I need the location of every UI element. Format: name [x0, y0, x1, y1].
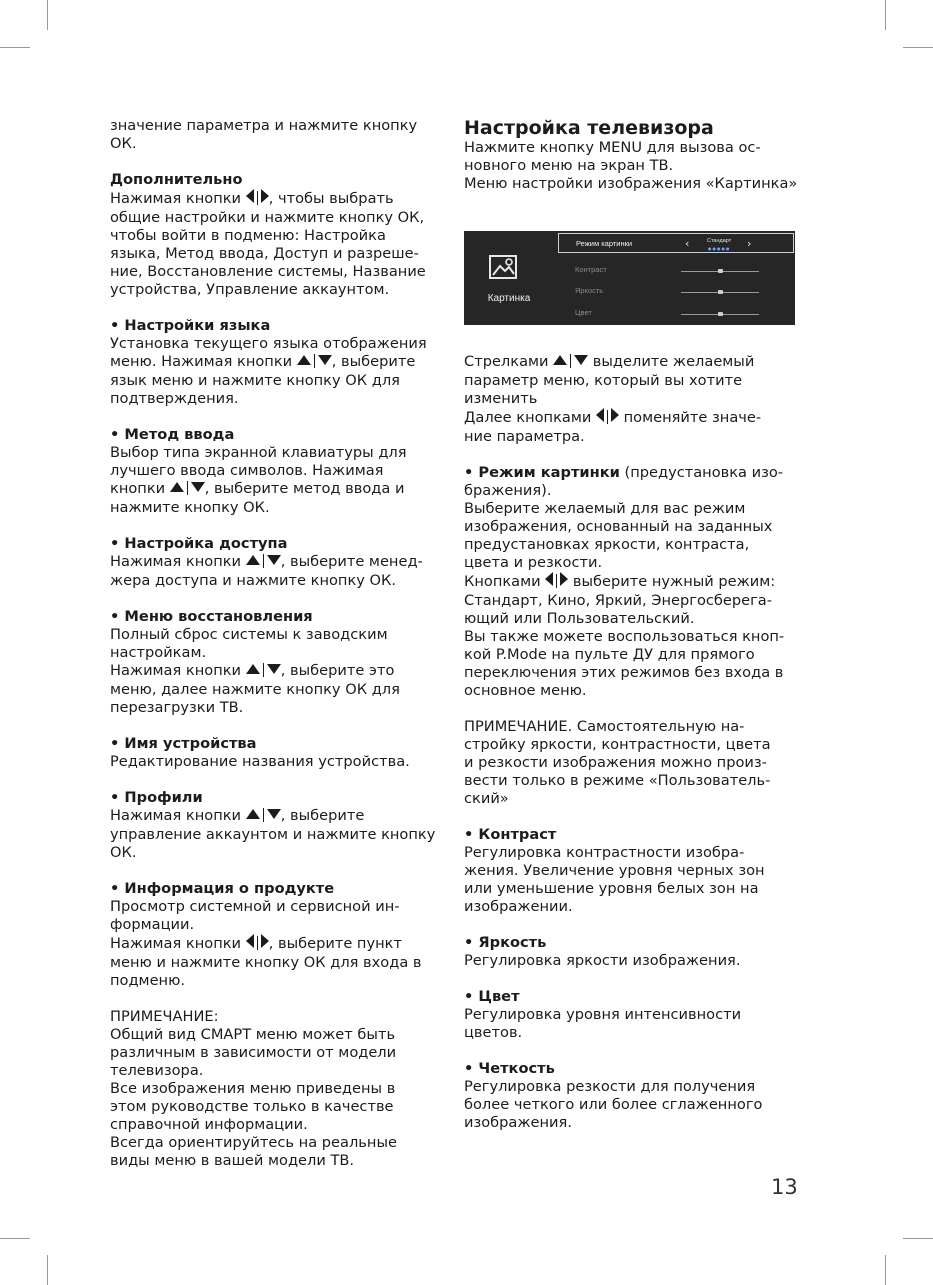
text-line: Полный сброс системы к заводским: [110, 626, 388, 643]
item-heading: • Яркость: [464, 934, 547, 951]
text-line: кой P.Mode на пульте ДУ для прямого: [464, 646, 755, 663]
text-line: Общий вид СМАРТ меню может быть: [110, 1026, 396, 1043]
crop-mark: [903, 47, 933, 48]
text-line-with-arrows: [110, 553, 445, 572]
text-line: Регулировка яркости изображения.: [464, 952, 741, 969]
text-line: виды меню в вашей модели ТВ.: [110, 1152, 355, 1169]
paragraph-gap: [464, 808, 804, 826]
text-line: переключения этих режимов без входа в: [464, 664, 784, 681]
text-fragment: , выберите: [280, 807, 365, 824]
text-line-with-arrows: [110, 189, 445, 209]
arrow-up-icon: [297, 355, 311, 365]
text-line: изображения.: [464, 1114, 572, 1131]
up-down-arrows-icon: [553, 354, 588, 372]
item-heading: • Метод ввода: [110, 426, 235, 443]
up-down-arrows-icon: [246, 808, 281, 826]
left-right-arrows-icon: [246, 934, 269, 954]
paragraph-gap: [464, 1042, 804, 1060]
text-line-with-arrows: [110, 807, 445, 826]
menu-slider: [681, 292, 759, 293]
text-line: ПРИМЕЧАНИЕ. Самостоятельную на-: [464, 718, 745, 735]
crop-mark: [47, 0, 48, 30]
text-line: Меню настройки изображения «Картинка»: [464, 175, 798, 192]
page-number: 13: [771, 1175, 798, 1199]
text-line-with-arrows: [110, 480, 445, 499]
text-fragment: Нажимая кнопки: [110, 935, 246, 952]
text-fragment: Нажимая кнопки: [110, 662, 246, 679]
text-line: язык меню и нажмите кнопку ОК для: [110, 372, 400, 389]
arrow-down-icon: [318, 355, 332, 365]
divider: [314, 354, 315, 368]
text-line-with-arrows: [464, 408, 804, 428]
crop-mark: [885, 0, 886, 30]
divider: [263, 663, 264, 677]
option-dots: ●●●●●: [708, 246, 731, 251]
text-line-with-arrows: [464, 353, 804, 372]
chevron-left-icon: ‹: [685, 237, 690, 250]
paragraph-gap: [110, 590, 445, 608]
arrow-right-icon: [611, 408, 619, 422]
text-line: Выбор типа экранной клавиатуры для: [110, 444, 407, 461]
paragraph-gap: [464, 916, 804, 934]
text-line: ние параметра.: [464, 428, 585, 445]
divider: [187, 481, 188, 495]
text-line: ние, Восстановление системы, Название: [110, 263, 426, 280]
text-line: цвета и резкости.: [464, 554, 603, 571]
text-line: изображении.: [464, 898, 573, 915]
text-line: формации.: [110, 916, 195, 933]
arrow-up-icon: [246, 664, 260, 674]
text-fragment: кнопки: [110, 480, 170, 497]
crop-mark: [0, 1238, 30, 1239]
text-fragment: , выберите это: [280, 662, 395, 679]
text-line: меню, далее нажмите кнопку ОК для: [110, 681, 400, 698]
text-line: языка, Метод ввода, Доступ и разреше-: [110, 245, 419, 262]
text-line: Регулировка уровня интенсивности: [464, 1006, 742, 1023]
arrow-down-icon: [267, 809, 281, 819]
text-line: Выберите желаемый для вас режим: [464, 500, 746, 517]
tv-menu-screenshot: [464, 231, 795, 325]
text-line: Просмотр системной и сервисной ин-: [110, 898, 400, 915]
item-heading: • Цвет: [464, 988, 520, 1005]
right-column-bottom: [464, 353, 804, 1132]
text-line: перезагрузки ТВ.: [110, 699, 244, 716]
arrow-up-icon: [246, 555, 260, 565]
paragraph-gap: [464, 700, 804, 718]
text-line: управление аккаунтом и нажмите кнопку: [110, 826, 436, 843]
text-fragment: , чтобы выбрать: [268, 190, 394, 207]
menu-row: [558, 260, 794, 280]
text-line: предустановках яркости, контраста,: [464, 536, 750, 553]
item-heading: • Четкость: [464, 1060, 555, 1077]
arrow-left-icon: [545, 572, 553, 586]
text-fragment: Кнопками: [464, 573, 546, 590]
text-line: Регулировка резкости для получения: [464, 1078, 756, 1095]
text-line: подменю.: [110, 972, 186, 989]
menu-row-label: Цвет: [575, 308, 592, 317]
text-line: чтобы войти в подменю: Настройка: [110, 227, 386, 244]
text-fragment: выберите нужный режим:: [568, 573, 776, 590]
left-right-arrows-icon: [246, 189, 269, 209]
text-line: устройства, Управление аккаунтом.: [110, 281, 390, 298]
arrow-left-icon: [246, 189, 254, 203]
crop-mark: [903, 1238, 933, 1239]
arrow-down-icon: [267, 664, 281, 674]
menu-row: [558, 303, 794, 323]
menu-row-label: Режим картинки: [576, 239, 633, 248]
text-fragment: меню. Нажимая кнопки: [110, 353, 297, 370]
paragraph-gap: [464, 970, 804, 988]
item-heading: • Профили: [110, 789, 203, 806]
text-fragment: поменяйте значе-: [619, 409, 762, 426]
left-column: [110, 117, 445, 1170]
right-column-top: [464, 117, 804, 193]
text-line: Редактирование названия устройства.: [110, 753, 410, 770]
text-line: Установка текущего языка отображения: [110, 335, 427, 352]
item-heading: • Информация о продукте: [110, 880, 335, 897]
left-right-arrows-icon: [596, 408, 619, 428]
paragraph-gap: [110, 771, 445, 789]
arrow-left-icon: [596, 408, 604, 422]
text-line: изменить: [464, 390, 538, 407]
menu-row: [558, 233, 794, 253]
divider: [257, 936, 258, 950]
up-down-arrows-icon: [246, 554, 281, 572]
crop-mark: [0, 47, 30, 48]
text-line: Стандарт, Кино, Яркий, Энергосберега-: [464, 592, 773, 609]
text-fragment: Стрелками: [464, 353, 554, 370]
slider-knob: [718, 290, 723, 294]
arrow-left-icon: [246, 934, 254, 948]
picture-icon: [488, 253, 518, 281]
text-line: цветов.: [464, 1024, 523, 1041]
text-line: настройкам.: [110, 644, 207, 661]
menu-caption: Картинка: [487, 293, 531, 304]
text-fragment: Далее кнопками: [464, 409, 596, 426]
menu-row-label: Яркость: [575, 286, 604, 295]
text-fragment: Нажимая кнопки: [110, 807, 246, 824]
text-line: Вы также можете воспользоваться кноп-: [464, 628, 785, 645]
text-fragment: , выберите пункт: [268, 935, 402, 952]
paragraph-gap: [110, 862, 445, 880]
text-line: [464, 464, 804, 482]
text-line: вести только в режиме «Пользователь-: [464, 772, 771, 789]
menu-row-label: Контраст: [575, 265, 607, 274]
text-line: Регулировка контрастности изобра-: [464, 844, 745, 861]
arrow-down-icon: [574, 355, 588, 365]
text-fragment: Нажимая кнопки: [110, 190, 246, 207]
text-fragment: (предустановка изо-: [619, 464, 784, 481]
text-line: справочной информации.: [110, 1116, 308, 1133]
divider: [556, 574, 557, 588]
text-line: Всегда ориентируйтесь на реальные: [110, 1134, 397, 1151]
text-line-with-arrows: [110, 934, 445, 954]
text-line: значение параметра и нажмите кнопку: [110, 117, 418, 134]
item-heading: • Настройки языка: [110, 317, 271, 334]
divider: [607, 410, 608, 424]
text-line: изображения, основанный на заданных: [464, 518, 773, 535]
text-line: телевизора.: [110, 1062, 204, 1079]
item-heading: • Меню восстановления: [110, 608, 313, 625]
arrow-up-icon: [246, 809, 260, 819]
menu-slider: [681, 271, 759, 272]
paragraph-gap: [110, 517, 445, 535]
arrow-up-icon: [170, 482, 184, 492]
text-line: различным в зависимости от модели: [110, 1044, 397, 1061]
paragraph-gap: [110, 153, 445, 171]
paragraph-gap: [110, 299, 445, 317]
arrow-down-icon: [191, 482, 205, 492]
text-line: стройку яркости, контрастности, цвета: [464, 736, 771, 753]
text-line: бражения).: [464, 482, 552, 499]
text-line: подтверждения.: [110, 390, 239, 407]
menu-row-value: Стандарт: [707, 238, 732, 244]
item-heading: Дополнительно: [110, 171, 243, 188]
text-line: ОК.: [110, 135, 137, 152]
slider-knob: [718, 312, 723, 316]
divider: [257, 191, 258, 205]
text-fragment: , выберите: [331, 353, 416, 370]
text-fragment: выделите желаемый: [588, 353, 755, 370]
text-line: ПРИМЕЧАНИЕ:: [110, 1008, 219, 1025]
arrow-right-icon: [261, 189, 269, 203]
crop-mark: [47, 1255, 48, 1285]
text-line: жения. Увеличение уровня черных зон: [464, 862, 765, 879]
text-line: основное меню.: [464, 682, 587, 699]
text-fragment: , выберите метод ввода и: [204, 480, 405, 497]
text-fragment: Нажимая кнопки: [110, 553, 246, 570]
chevron-right-icon: ›: [747, 237, 752, 250]
divider: [570, 354, 571, 368]
paragraph-gap: [464, 446, 804, 464]
text-line-with-arrows: [110, 353, 445, 372]
paragraph-gap: [110, 408, 445, 426]
divider: [263, 808, 264, 822]
divider: [263, 554, 264, 568]
text-line: Нажмите кнопку MENU для вызова ос-: [464, 139, 761, 156]
paragraph-gap: [110, 990, 445, 1008]
item-heading: • Режим картинки: [464, 464, 620, 481]
text-fragment: , выберите менед-: [280, 553, 423, 570]
text-line: и резкости изображения можно произ-: [464, 754, 767, 771]
text-line: ОК.: [110, 844, 137, 861]
text-line: нажмите кнопку ОК.: [110, 499, 270, 516]
text-line-with-arrows: [110, 662, 445, 681]
text-line: этом руководстве только в качестве: [110, 1098, 394, 1115]
item-heading: • Настройка доступа: [110, 535, 288, 552]
up-down-arrows-icon: [297, 354, 332, 372]
text-line: параметр меню, который вы хотите: [464, 372, 743, 389]
arrow-down-icon: [267, 555, 281, 565]
text-line: общие настройки и нажмите кнопку ОК,: [110, 209, 425, 226]
text-line: или уменьшение уровня белых зон на: [464, 880, 759, 897]
text-line: ский»: [464, 790, 509, 807]
text-line: меню и нажмите кнопку ОК для входа в: [110, 954, 422, 971]
text-line: новного меню на экран ТВ.: [464, 157, 674, 174]
text-line: жера доступа и нажмите кнопку ОК.: [110, 572, 397, 589]
section-title: Настройка телевизора: [464, 117, 714, 139]
text-line: лучшего ввода символов. Нажимая: [110, 462, 384, 479]
text-line: Все изображения меню приведены в: [110, 1080, 396, 1097]
text-line: ющий или Пользовательский.: [464, 610, 695, 627]
menu-row: [558, 281, 794, 301]
item-heading: • Контраст: [464, 826, 557, 843]
item-heading: • Имя устройства: [110, 735, 257, 752]
crop-mark: [885, 1255, 886, 1285]
menu-slider: [681, 314, 759, 315]
arrow-right-icon: [261, 934, 269, 948]
left-right-arrows-icon: [545, 572, 568, 592]
up-down-arrows-icon: [246, 663, 281, 681]
paragraph-gap: [110, 717, 445, 735]
up-down-arrows-icon: [170, 481, 205, 499]
arrow-up-icon: [553, 355, 567, 365]
slider-knob: [718, 269, 723, 273]
text-line-with-arrows: [464, 572, 804, 592]
text-line: более четкого или более сглаженного: [464, 1096, 763, 1113]
